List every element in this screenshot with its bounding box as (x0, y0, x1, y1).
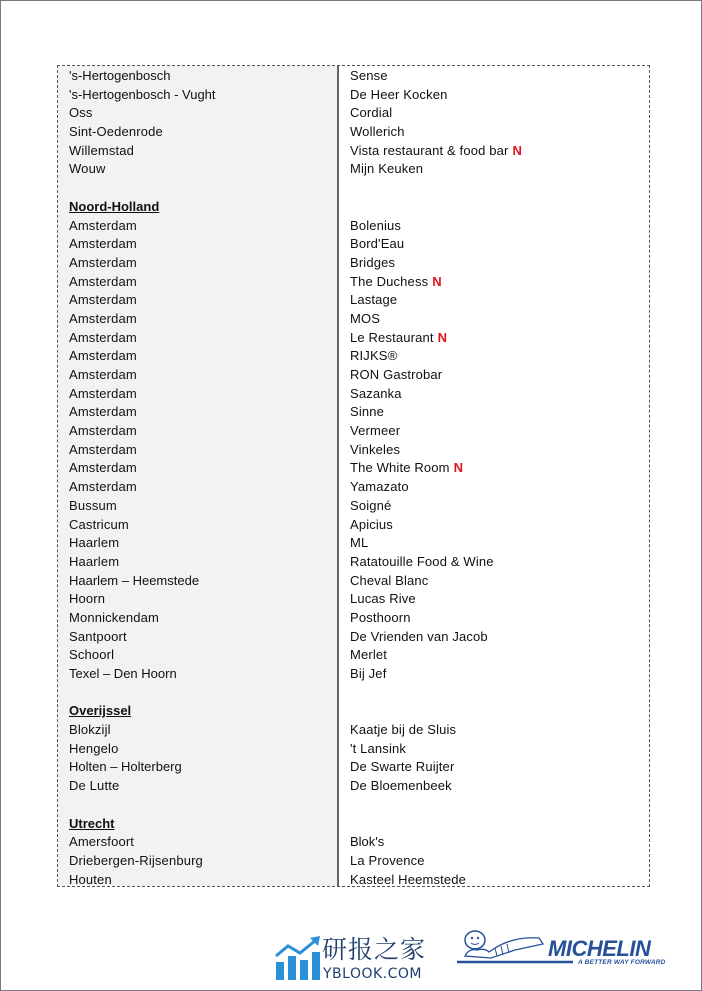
location-cell: Willemstad (69, 142, 135, 158)
location-cell: Amsterdam (69, 254, 137, 270)
restaurant-name: Soigné (350, 497, 392, 513)
restaurant-name: Vermeer (350, 423, 401, 439)
restaurant-name: Bridges (350, 254, 396, 270)
new-entry-badge: N (512, 142, 523, 158)
restaurant-cell (339, 590, 649, 609)
restaurant-cell (339, 497, 649, 516)
location-cell: Amsterdam (69, 348, 137, 364)
restaurant-cell (339, 235, 649, 254)
location-cell: Bussum (69, 497, 117, 513)
restaurant-name: The Duchess (350, 273, 429, 289)
restaurant-cell (339, 833, 649, 852)
restaurant-cell (339, 665, 649, 684)
watermark-url: YBLOOK.COM (323, 966, 423, 982)
location-cell: Amsterdam (69, 367, 137, 382)
restaurant-name: Sinne (350, 404, 384, 420)
restaurant-name: Wollerich (350, 124, 405, 140)
location-cell: Hengelo (69, 740, 119, 756)
restaurant-cell (339, 142, 649, 161)
location-cell: Amsterdam (69, 273, 137, 289)
restaurant-name: La Provence (350, 852, 425, 868)
location-cell: Hoorn (69, 591, 106, 607)
restaurant-name: De Vrienden van Jacob (350, 628, 488, 644)
spacer-row (58, 179, 337, 198)
restaurant-cell (339, 740, 649, 759)
restaurant-cell (339, 478, 649, 497)
restaurant-cell (339, 758, 649, 777)
restaurant-name: RIJKS® (350, 348, 398, 364)
restaurant-cell (339, 385, 649, 404)
location-cell: Blokzijl (69, 722, 111, 738)
michelin-tagline: A BETTER WAY FORWARD (578, 959, 666, 966)
new-entry-badge: N (432, 273, 442, 289)
restaurant-cell (339, 721, 649, 740)
location-cell: Santpoort (69, 628, 127, 644)
restaurant-name: Blok's (350, 834, 385, 850)
restaurant-name: Bord'Eau (350, 236, 405, 252)
location-cell: Oss (69, 105, 93, 121)
location-cell: Amsterdam (69, 385, 137, 401)
new-entry-badge: N (453, 460, 464, 476)
restaurant-cell (339, 871, 649, 890)
location-cell: Amsterdam (69, 292, 137, 308)
michelin-wordmark: MICHELIN (548, 936, 651, 961)
location-cell: Schoorl (69, 647, 115, 663)
restaurant-cell (339, 273, 649, 292)
restaurant-name: Bolenius (350, 217, 402, 233)
region-header-spacer (339, 815, 649, 834)
restaurant-name: Vista restaurant & food bar (350, 142, 509, 158)
restaurant-cell (339, 104, 649, 123)
restaurant-cell (339, 347, 649, 366)
restaurant-cell (339, 516, 649, 535)
restaurant-cell (339, 217, 649, 236)
region-header: Noord-Holland (69, 198, 160, 214)
restaurant-table (57, 65, 650, 887)
location-cell: Amsterdam (69, 441, 137, 457)
location-cell: Haarlem (69, 553, 120, 569)
restaurant-cell (339, 459, 649, 478)
region-header-spacer (339, 702, 649, 721)
location-cell: Haarlem (69, 535, 120, 551)
restaurant-cell (339, 86, 649, 105)
restaurant-cell (339, 67, 649, 86)
location-cell: Wouw (69, 161, 106, 177)
location-cell: Amersfoort (69, 834, 135, 850)
location-cell: Texel – Den Hoorn (69, 666, 177, 681)
restaurant-name: Le Restaurant (350, 329, 434, 345)
location-cell: Holten – Holterberg (69, 759, 182, 775)
restaurant-name: Lastage (350, 292, 398, 308)
restaurant-name: RON Gastrobar (350, 367, 443, 382)
location-cell: Amsterdam (69, 217, 137, 233)
restaurant-name: Ratatouille Food & Wine (350, 553, 494, 569)
restaurant-name: The White Room (350, 460, 450, 476)
restaurant-cell (339, 160, 649, 179)
region-header: Overijssel (69, 703, 132, 719)
restaurant-name: De Swarte Ruijter (350, 759, 455, 775)
location-cell: Houten (69, 871, 112, 887)
restaurant-name: Kasteel Heemstede (350, 871, 467, 887)
restaurant-name: Sazanka (350, 385, 402, 401)
location-cell: Castricum (69, 516, 129, 532)
restaurant-cell (339, 366, 649, 385)
restaurant-cell (339, 441, 649, 460)
restaurant-cell (339, 852, 649, 871)
location-cell: Amsterdam (69, 404, 137, 420)
restaurant-name: Merlet (350, 647, 388, 663)
location-cell: Amsterdam (69, 236, 137, 252)
restaurant-cell (339, 422, 649, 441)
restaurant-name: Sense (350, 68, 388, 83)
restaurant-name: ML (350, 535, 369, 551)
restaurant-cell (339, 254, 649, 273)
location-cell: 's-Hertogenbosch (69, 68, 171, 83)
location-cell: Amsterdam (69, 310, 137, 326)
location-cell: Amsterdam (69, 479, 137, 495)
location-cell: De Lutte (69, 778, 120, 794)
restaurant-name: Lucas Rive (350, 591, 416, 607)
restaurant-cell (339, 310, 649, 329)
location-cell: Amsterdam (69, 423, 137, 439)
restaurant-name: Bij Jef (350, 666, 387, 681)
restaurant-name: De Heer Kocken (350, 86, 448, 102)
spacer-row (339, 179, 649, 198)
spacer-row (58, 796, 337, 815)
restaurant-name: Vinkeles (350, 441, 401, 457)
region-header: Utrecht (69, 815, 115, 831)
region-header-spacer (339, 198, 649, 217)
restaurant-cell (339, 572, 649, 591)
location-cell: Driebergen-Rijsenburg (69, 852, 203, 868)
watermark-chinese: 研报之家 (322, 935, 427, 964)
restaurant-cell (339, 403, 649, 422)
restaurant-name: De Bloemenbeek (350, 778, 452, 794)
restaurant-cell (339, 628, 649, 647)
restaurant-name: Mijn Keuken (350, 161, 424, 177)
restaurant-cell (339, 123, 649, 142)
restaurant-cell (339, 646, 649, 665)
spacer-row (339, 684, 649, 703)
restaurant-cell (339, 534, 649, 553)
location-column (58, 66, 339, 886)
new-entry-badge: N (437, 329, 448, 345)
location-cell: Amsterdam (69, 329, 137, 345)
restaurant-name: Cheval Blanc (350, 572, 429, 588)
restaurant-cell (339, 329, 649, 348)
location-cell: 's-Hertogenbosch - Vught (69, 86, 216, 102)
restaurant-name: Yamazato (350, 479, 409, 495)
restaurant-name: Cordial (350, 105, 393, 121)
location-cell: Monnickendam (69, 609, 159, 625)
restaurant-cell (339, 609, 649, 628)
location-cell: Amsterdam (69, 460, 137, 476)
spacer-row (339, 796, 649, 815)
restaurant-name: MOS (350, 310, 381, 326)
location-cell: Sint-Oedenrode (69, 124, 163, 140)
restaurant-cell (339, 553, 649, 572)
restaurant-name: Kaatje bij de Sluis (350, 722, 457, 738)
restaurant-cell (339, 777, 649, 796)
restaurant-column (339, 66, 649, 886)
restaurant-cell (339, 291, 649, 310)
spacer-row (58, 684, 337, 703)
restaurant-name: 't Lansink (350, 740, 407, 756)
restaurant-name: Posthoorn (350, 609, 411, 625)
location-cell: Haarlem – Heemstede (69, 572, 200, 588)
restaurant-name: Apicius (350, 516, 393, 532)
